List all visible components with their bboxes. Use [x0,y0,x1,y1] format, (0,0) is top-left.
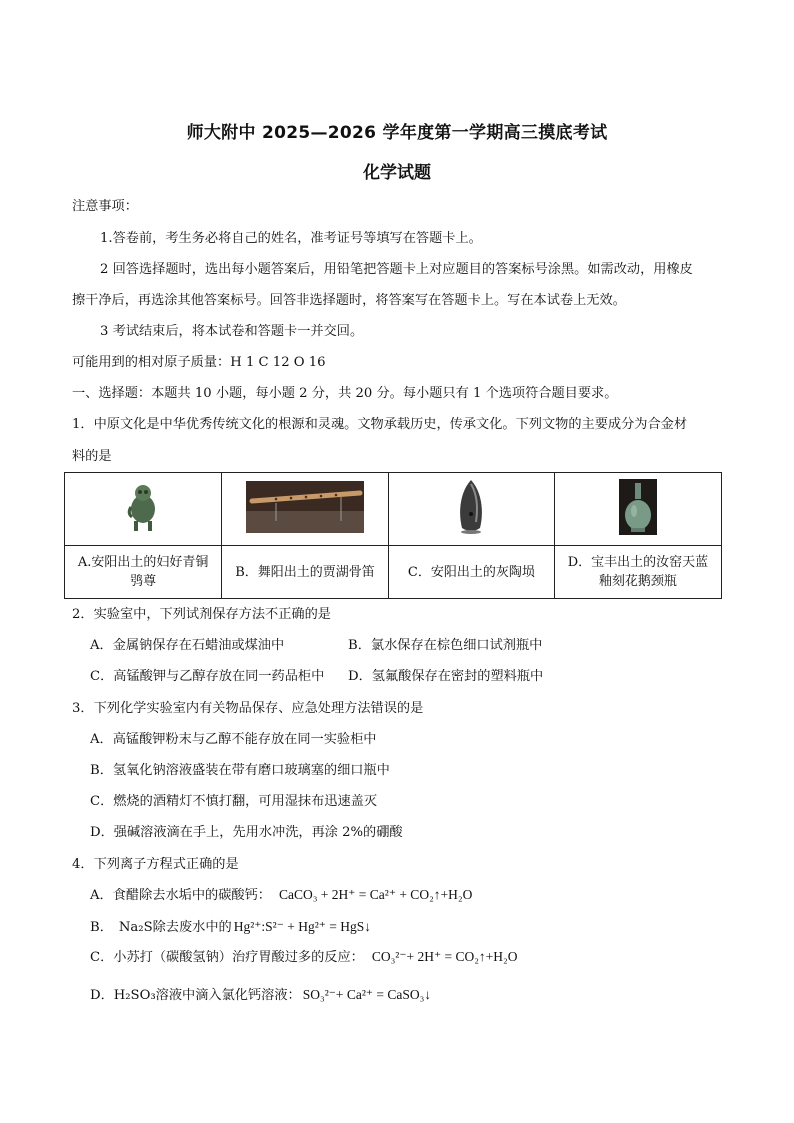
relic-b-cell [222,473,389,546]
q4-stem: 4．下列离子方程式正确的是 [72,857,239,872]
q2-stem: 2．实验室中，下列试剂保存方法不正确的是 [72,607,331,622]
q4-option-b: B． Na₂S除去废水中的 Hg²⁺:S²⁻ + Hg²⁺ = HgS↓ [90,919,372,935]
relic-d-caption: D．宝丰出土的汝窑天蓝 釉刻花鹅颈瓶 [554,546,721,599]
q4-option-d: D．H₂SO₃溶液中滴入氯化钙溶液： SO₃²⁻+ Ca²⁺ = CaSO₃↓ [90,987,432,1003]
q4-b-equation: Hg²⁺:S²⁻ + Hg²⁺ = HgS↓ [233,919,372,934]
q3-option-d: D．强碱溶液滴在手上，先用水冲洗，再涂 2%的硼酸 [90,825,403,840]
celadon-vase-icon [619,479,657,535]
q4-c-equation: CO₃²⁻+ 2H⁺ = CO₂↑+H₂O [371,949,518,964]
q2-option-c: C．高锰酸钾与乙醇存放在同一药品柜中 [90,669,325,684]
relic-a-caption: A.安阳出土的妇好青铜 鸮尊 [65,546,222,599]
q4-a-equation: CaCO₃ + 2H⁺ = Ca²⁺ + CO₂↑+H₂O [278,887,473,902]
q1-stem-line-2: 料的是 [72,449,112,464]
note-2-line-1: 2 回答选择题时，选出每小题答案后，用铅笔把答题卡上对应题目的答案标号涂黑。如需改动，用橡皮 [100,262,693,277]
note-2-line-2: 擦干净后，再选涂其他答案标号。回答非选择题时，将答案写在答题卡上。写在本试卷上无效。 [72,293,626,308]
relic-a-cell [65,473,222,546]
q2-option-a: A．金属钠保存在石蜡油或煤油中 [90,638,285,653]
q4-d-equation: SO₃²⁻+ Ca²⁺ = CaSO₃↓ [302,987,432,1002]
q3-option-b: B．氢氧化钠溶液盛装在带有磨口玻璃塞的细口瓶中 [90,763,390,778]
pottery-xun-icon [456,478,486,536]
atomic-masses: 可能用到的相对原子质量：H 1 C 12 O 16 [72,355,326,370]
note-1: 1.答卷前，考生务必将自己的姓名，准考证号等填写在答题卡上。 [100,231,482,246]
bone-flute-icon [246,481,364,533]
exam-subject: 化学试题 [363,163,431,183]
section-heading: 一、选择题：本题共 10 小题，每小题 2 分，共 20 分。每小题只有 1 个选项符合题目要求。 [72,386,618,401]
relic-d-cell [554,473,721,546]
bronze-owl-vessel-icon [123,481,163,533]
q2-option-d: D．氢氟酸保存在密封的塑料瓶中 [348,669,544,684]
q1-relic-table [64,472,722,599]
q4-option-a: A．食醋除去水垢中的碳酸钙： CaCO₃ + 2H⁺ = Ca²⁺ + CO₂↑+H₂O [90,887,473,903]
relic-c-caption: C．安阳出土的灰陶埙 [388,546,554,599]
q2-option-b: B．氯水保存在棕色细口试剂瓶中 [348,638,543,653]
note-3: 3 考试结束后，将本试卷和答题卡一并交回。 [100,324,364,339]
q3-option-a: A．高锰酸钾粉末与乙醇不能存放在同一实验柜中 [90,732,377,747]
relic-c-cell [388,473,554,546]
q1-stem-line-1: 1．中原文化是中华优秀传统文化的根源和灵魂。文物承载历史，传承文化。下列文物的主要成分为合金材 [72,417,688,432]
exam-title: 师大附中 2025—2026 学年度第一学期高三摸底考试 [186,123,608,143]
q3-option-c: C．燃烧的酒精灯不慎打翻，可用湿抹布迅速盖灭 [90,794,378,809]
q4-option-c: C．小苏打（碳酸氢钠）治疗胃酸过多的反应： CO₃²⁻+ 2H⁺ = CO₂↑+H₂O [90,949,518,965]
notes-heading: 注意事项： [72,199,138,214]
relic-b-caption: B．舞阳出土的贾湖骨笛 [222,546,389,599]
q3-stem: 3．下列化学实验室内有关物品保存、应急处理方法错误的是 [72,701,424,716]
